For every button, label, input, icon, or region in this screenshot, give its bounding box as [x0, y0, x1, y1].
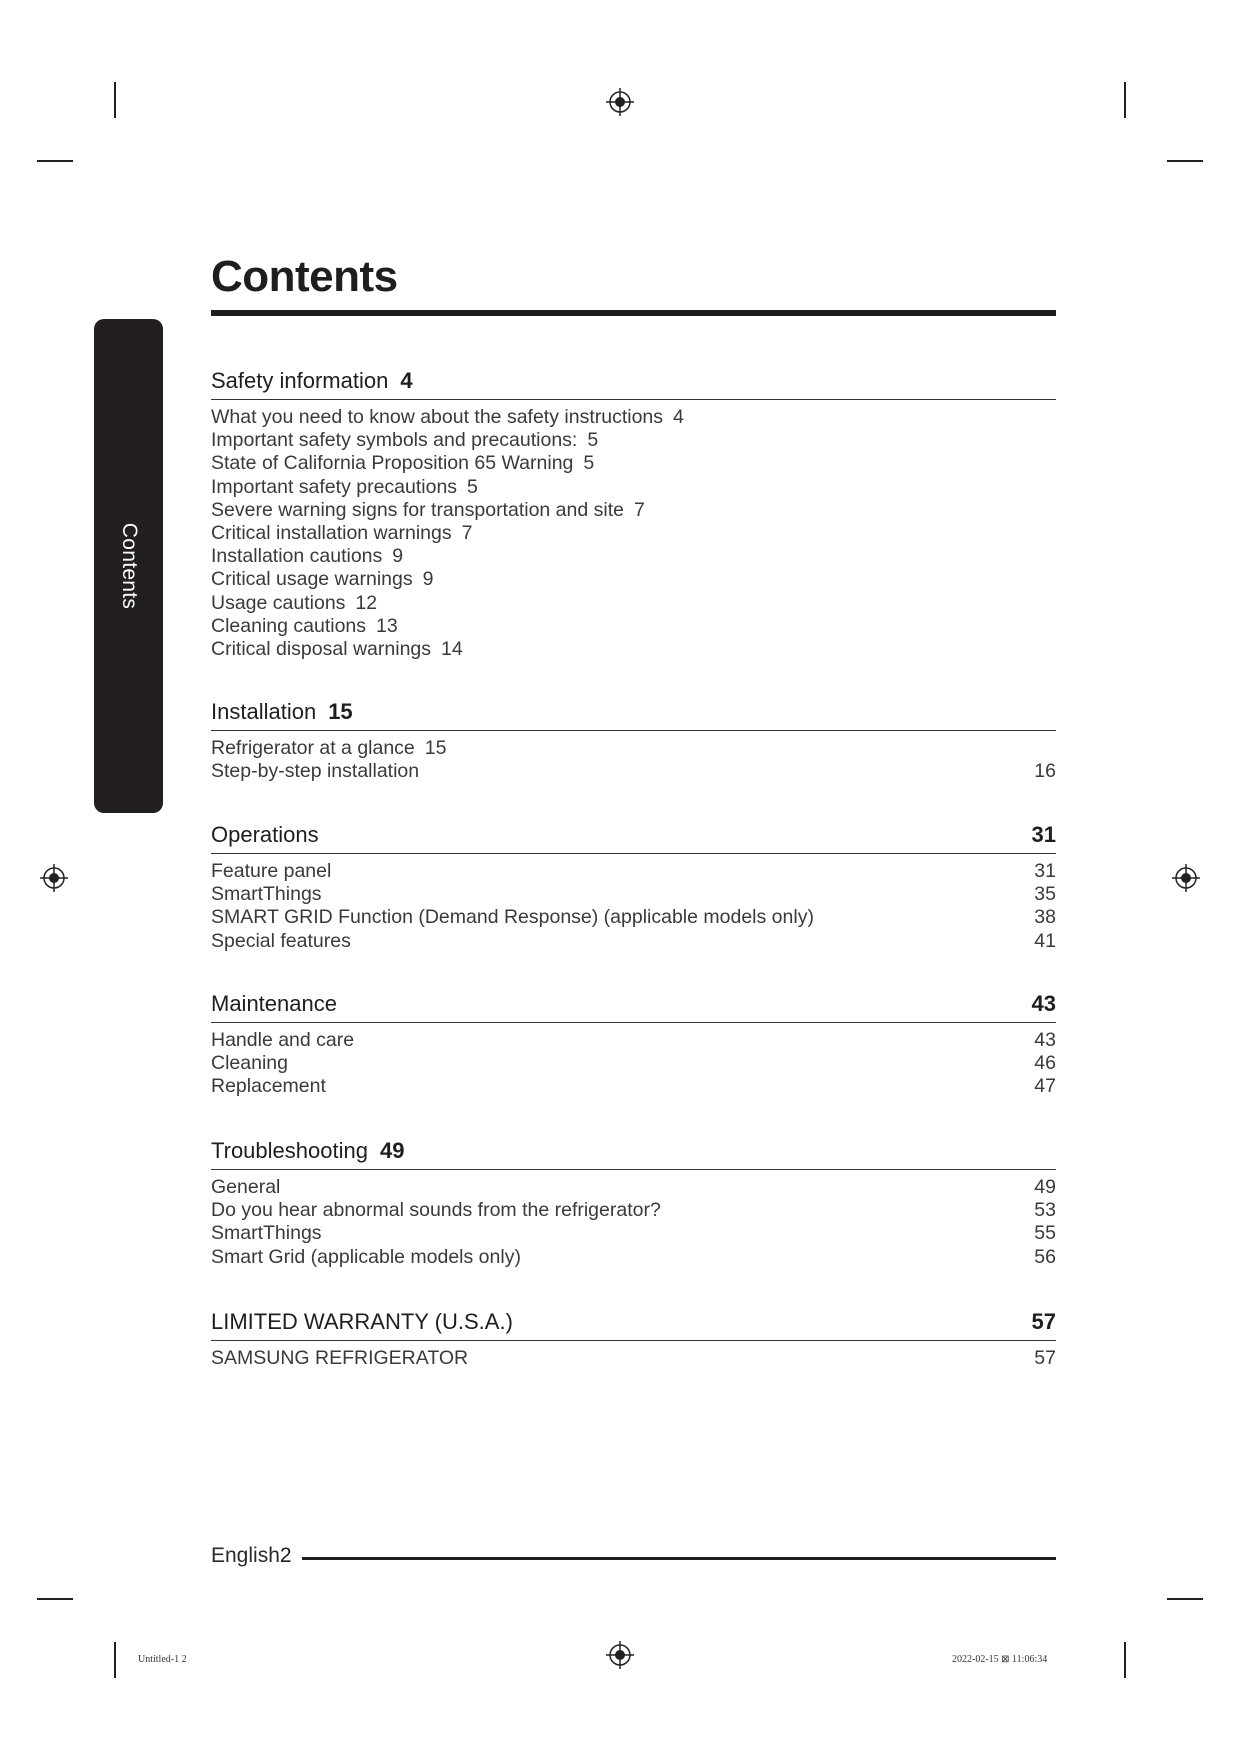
toc-item-page: 38	[1034, 906, 1056, 929]
toc-item	[211, 737, 1056, 760]
toc-item-page: 49	[1034, 1176, 1056, 1198]
toc-item-label: Critical usage warnings	[211, 568, 413, 591]
crop-mark-bottom-left-h	[37, 1598, 73, 1600]
toc-item	[211, 1176, 1056, 1199]
toc-item-label: State of California Proposition 65 Warning	[211, 452, 574, 475]
crop-mark-bottom-left-v	[114, 1642, 116, 1678]
toc-item-page: 13	[376, 614, 398, 637]
toc-item	[211, 476, 1056, 499]
section-heading	[211, 697, 1056, 731]
section-title: Safety information	[211, 368, 389, 393]
toc-item	[211, 1075, 1056, 1098]
toc-item-label: SmartThings	[211, 1222, 322, 1245]
toc-item-page: 46	[1034, 1052, 1056, 1075]
toc-item	[211, 452, 1056, 475]
title-rule	[211, 310, 1056, 316]
toc-item-label: Installation cautions	[211, 545, 383, 568]
toc-item-label: Handle and care	[211, 1029, 355, 1051]
toc-section-safety-information	[211, 366, 1056, 661]
toc-item-label: SmartThings	[211, 883, 322, 906]
toc-item-label: Cleaning cautions	[211, 614, 367, 637]
toc-item-page: 4	[673, 406, 684, 428]
toc-item-page: 31	[1034, 860, 1056, 882]
registration-mark-icon	[606, 1641, 634, 1669]
section-page: 43	[1031, 991, 1056, 1016]
toc-section-installation	[211, 697, 1056, 783]
toc-item	[211, 1246, 1056, 1269]
toc-item-label: Important safety symbols and precautions:	[211, 429, 578, 452]
toc-item	[211, 1347, 1056, 1370]
toc-item	[211, 499, 1056, 522]
registration-mark-icon	[606, 88, 634, 116]
registration-mark-icon	[40, 864, 68, 892]
toc-item	[211, 1052, 1056, 1075]
section-heading	[211, 820, 1056, 854]
section-page: 31	[1031, 822, 1056, 847]
toc-section-troubleshooting	[211, 1136, 1056, 1269]
toc-item-page: 57	[1034, 1347, 1056, 1369]
toc-item	[211, 568, 1056, 591]
toc-item-label: Critical installation warnings	[211, 522, 452, 545]
toc-item-label: General	[211, 1176, 281, 1198]
toc-item-label: Smart Grid (applicable models only)	[211, 1245, 521, 1268]
toc-item-page: 35	[1034, 883, 1056, 906]
section-page: 4	[400, 368, 413, 393]
toc-item-page: 53	[1034, 1199, 1056, 1222]
toc-item-label: Important safety precautions	[211, 475, 458, 498]
toc-item-label: What you need to know about the safety instructions	[211, 406, 664, 428]
toc-item	[211, 592, 1056, 615]
toc-item	[211, 760, 1056, 783]
toc-section-operations	[211, 820, 1056, 953]
toc-item-page: 12	[355, 591, 378, 614]
section-title: Operations	[211, 822, 319, 847]
section-page: 49	[379, 1138, 405, 1163]
toc-item	[211, 1199, 1056, 1222]
toc-item-page: 47	[1034, 1075, 1056, 1098]
toc-item	[211, 1222, 1056, 1245]
toc-item	[211, 860, 1056, 883]
section-page: 15	[328, 699, 353, 724]
toc-item-page: 43	[1034, 1029, 1056, 1051]
toc-item-label: Usage cautions	[211, 591, 346, 614]
toc-item-page: 5	[467, 475, 478, 498]
toc-item	[211, 522, 1056, 545]
crop-mark-bottom-right-h	[1167, 1598, 1203, 1600]
registration-mark-icon	[1172, 864, 1200, 892]
toc-item-page: 14	[441, 638, 463, 661]
page-footer	[211, 1544, 292, 1568]
toc-section-maintenance	[211, 989, 1056, 1099]
toc-item	[211, 406, 1056, 429]
section-title: Maintenance	[211, 991, 337, 1016]
toc-section-limited-warranty	[211, 1307, 1056, 1370]
toc-item-page: 7	[461, 522, 473, 545]
toc-item	[211, 883, 1056, 906]
toc-item	[211, 1029, 1056, 1052]
print-info-right: 2022-02-15 ⊠ 11:06:34	[952, 1654, 1048, 1665]
toc-item-page: 56	[1034, 1245, 1056, 1268]
toc-item-page: 16	[1034, 760, 1056, 783]
toc-item-page: 9	[392, 545, 404, 568]
print-info-left: Untitled-1 2	[138, 1654, 187, 1665]
toc-item-page: 55	[1034, 1222, 1056, 1245]
toc-item-page: 9	[422, 568, 434, 591]
section-heading	[211, 989, 1056, 1023]
footer-page-number: 2	[279, 1544, 292, 1567]
toc-item-page: 15	[424, 737, 447, 759]
toc-item-label: Step-by-step installation	[211, 760, 420, 783]
toc-item-page: 5	[587, 429, 599, 452]
toc-item-label: Replacement	[211, 1075, 326, 1098]
section-title: Troubleshooting	[211, 1138, 368, 1163]
toc-item-label: SAMSUNG REFRIGERATOR	[211, 1347, 469, 1369]
crop-mark-top-left-v	[114, 82, 116, 118]
toc-item-label: Refrigerator at a glance	[211, 737, 415, 759]
side-tab-label: Contents	[117, 522, 141, 610]
toc-item-label: Feature panel	[211, 860, 332, 882]
toc-item	[211, 930, 1056, 953]
footer-rule	[302, 1557, 1056, 1560]
toc-item-label: Severe warning signs for transportation and site	[211, 498, 624, 521]
toc-item-page: 5	[583, 452, 595, 475]
section-title: LIMITED WARRANTY (U.S.A.)	[211, 1309, 513, 1334]
toc-item-label: Special features	[211, 929, 351, 952]
crop-mark-top-right-v	[1124, 82, 1126, 118]
section-page: 57	[1031, 1309, 1056, 1334]
crop-mark-top-left-h	[37, 160, 73, 162]
section-heading	[211, 1136, 1056, 1170]
footer-language: English	[211, 1544, 280, 1567]
toc-item	[211, 545, 1056, 568]
side-tab	[94, 319, 163, 813]
crop-mark-bottom-right-v	[1124, 1642, 1126, 1678]
section-heading	[211, 1307, 1056, 1341]
section-heading	[211, 366, 1056, 400]
toc-item	[211, 615, 1056, 638]
toc-item-label: SMART GRID Function (Demand Response) (applicable models only)	[211, 906, 814, 929]
toc-item-label: Do you hear abnormal sounds from the refrigerator?	[211, 1199, 661, 1222]
toc-item-page: 41	[1034, 929, 1056, 952]
toc-item-page: 7	[633, 498, 645, 521]
toc-item	[211, 906, 1056, 929]
toc-item	[211, 638, 1056, 661]
toc-item-label: Critical disposal warnings	[211, 638, 432, 661]
toc-item-label: Cleaning	[211, 1052, 288, 1075]
crop-mark-top-right-h	[1167, 160, 1203, 162]
section-title: Installation	[211, 699, 317, 724]
toc-item	[211, 429, 1056, 452]
page-title: Contents	[211, 252, 398, 301]
